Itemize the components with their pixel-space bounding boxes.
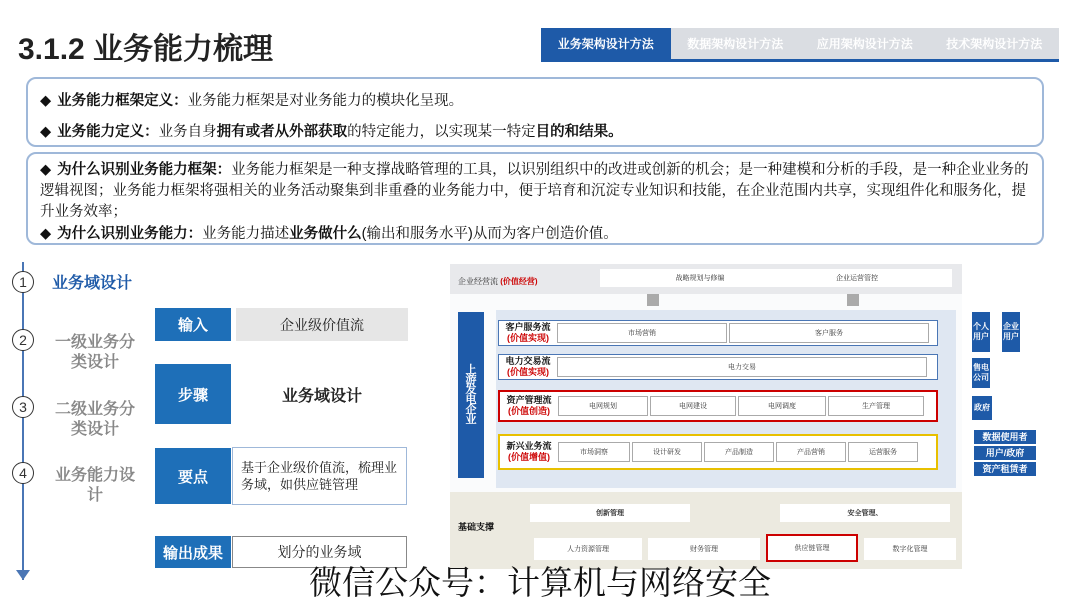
step-number-3: 3 [12,396,34,418]
method-tabs [541,28,1059,62]
step-label-4[interactable]: 业务能力设计 [54,467,135,504]
key-point-value: 基于企业级价值流，梳理业务域，如供应链管理 [232,447,407,505]
page-title: 3.1.2 业务能力梳理 [18,33,274,66]
output-label: 输出成果 [155,536,231,568]
flow-cell: 市场营销 [557,323,727,343]
tab-tech-arch[interactable]: 技术架构设计方法 [946,37,1043,51]
definition-line-1: ◆ 业务能力框架定义：业务能力框架是对业务能力的模块化呈现。 [40,93,464,109]
flow-name: 电力交易流 (价值实现) [505,356,551,377]
tag-individual-user: 个人用户 [972,312,990,352]
tab-app-arch[interactable]: 应用架构设计方法 [816,37,913,51]
flow-cell: 电网规划 [558,396,648,416]
down-arrow-a [647,294,659,306]
output-value: 划分的业务域 [232,536,407,568]
flow-customer-service [498,320,938,346]
flow-name: 新兴业务流 (价值增值) [506,441,552,462]
step-label: 步骤 [155,364,231,424]
flow-power-trade [498,354,938,380]
tag-asset-lessee: 资产租赁者 [974,462,1036,476]
digital-mgmt: 数字化管理 [864,538,956,560]
security-mgmt: 安全管理、 [780,504,950,522]
step-number-1: 1 [12,271,34,293]
flow-cell: 电力交易 [557,357,927,377]
step-number-2: 2 [12,329,34,351]
supply-chain-mgmt: 供应链管理 [766,534,858,562]
flow-new-business [498,434,938,470]
step-label-3[interactable]: 二级业务分类设计 [54,401,135,438]
operation-control-box: 企业运营管控 [762,269,952,287]
definition-box [26,77,1044,147]
timeline-line [22,262,24,580]
flow-name: 客户服务流 (价值实现) [505,322,551,343]
tag-data-user: 数据使用者 [974,430,1036,444]
step-label-2[interactable]: 一级业务分类设计 [54,334,135,371]
base-support-label: 基础支撑 [458,522,495,532]
key-point-label: 要点 [155,448,231,504]
reason-line-1: ◆ 为什么识别业务能力框架：业务能力框架是一种支撑战略管理的工具，以识别组织中的改进或创新的机会；是一种建模和分析的手段，是一种企业业务的逻辑视图；业务能力框架将强相关的业务活动聚集到非重叠的业务能力中，便于培育和沉淀专业知识和技能，在企业范围内共享，实现组件化和服务化，提升业务效率； [40,162,1029,220]
strategy-planning-box: 战略规划与修编 [600,269,800,287]
flow-asset-management [498,390,938,422]
reason-box [26,152,1044,245]
flow-cell: 设计研发 [632,442,702,462]
reason-line-2: ◆ 为什么识别业务能力：业务能力描述业务做什么(输出和服务水平)从而为客户创造价值。 [40,226,618,242]
tag-power-seller: 售电公司 [972,358,990,388]
step-label-1[interactable]: 业务域设计 [51,275,132,292]
input-value: 企业级价值流 [236,308,408,341]
flow-cell: 产品制造 [704,442,774,462]
step-value: 业务域设计 [281,387,362,405]
flow-cell: 市场洞察 [558,442,630,462]
flow-cell: 运营服务 [848,442,918,462]
flow-cell: 电网建设 [650,396,736,416]
tab-data-arch[interactable]: 数据架构设计方法 [687,37,784,51]
tag-enterprise-user: 企业用户 [1002,312,1020,352]
flow-cell: 产品营销 [776,442,846,462]
hr-mgmt: 人力资源管理 [534,538,642,560]
tab-business-arch[interactable]: 业务架构设计方法 [541,28,671,59]
flow-cell: 客户服务 [729,323,929,343]
tag-user-gov: 用户/政府 [974,446,1036,460]
enterprise-flow-label: 企业经营流 (价值经营) [458,277,538,286]
upstream-box: 上游发电企业 [458,312,484,478]
flow-cell: 电网调度 [738,396,826,416]
up-arrow-b [847,294,859,306]
flow-cell: 生产管理 [828,396,924,416]
step-number-4: 4 [12,462,34,484]
flow-name: 资产管理流 (价值创造) [506,395,552,416]
watermark: 微信公众号：计算机与网络安全 [309,564,771,601]
definition-line-2: ◆ 业务能力定义：业务自身拥有或者从外部获取的特定能力，以实现某一特定目的和结果。 [40,124,623,140]
finance-mgmt: 财务管理 [648,538,760,560]
input-label: 输入 [155,308,231,341]
tag-government: 政府 [972,396,992,420]
innovation-mgmt: 创新管理 [530,504,690,522]
